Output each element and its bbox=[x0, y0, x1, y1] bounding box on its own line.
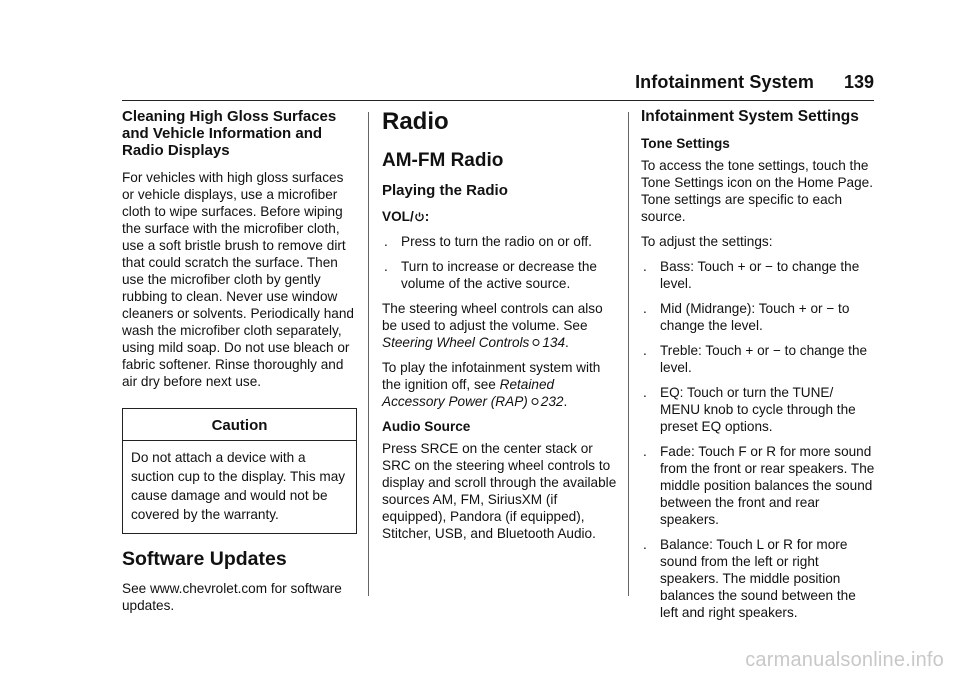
list-item bbox=[641, 443, 876, 528]
am-fm-radio-heading: AM-FM Radio bbox=[382, 150, 504, 171]
caution-body: Do not attach a device with a suction cup to the display. This may cause damage and would not be covered by the warranty. bbox=[131, 450, 346, 522]
tone-intro: To access the tone settings, touch the Tone Settings icon on the Home Page. Tone settings are specific to each source. bbox=[641, 158, 873, 224]
period: . bbox=[565, 335, 569, 350]
list-item bbox=[641, 342, 876, 376]
cleaning-body: For vehicles with high gloss surfaces or vehicle displays, use a microfiber cloth to wipe surfaces. Before wiping the surface with the microfiber cloth, use a soft bristle brush to remove dirt that could scratch the surface. Then use the microfiber cloth by gently rubbing to clean. Never use window cleaners or solvents. Periodically hand wash the microfiber cloth separately, using mild soap. Do not use bleach or fabric softener. Rinse thoroughly and air dry before next use. bbox=[122, 170, 354, 389]
list-item bbox=[641, 536, 876, 621]
column-right bbox=[641, 108, 876, 629]
period: . bbox=[563, 394, 568, 409]
bullet-mark: . bbox=[643, 259, 647, 274]
bullet-text: Treble: Touch + or − to change the level. bbox=[660, 343, 868, 375]
page-reference: 232 bbox=[540, 394, 564, 409]
caution-box bbox=[122, 408, 357, 534]
steering-wheel-paragraph bbox=[382, 300, 617, 351]
list-item bbox=[641, 258, 876, 292]
header-title: Infotainment System bbox=[635, 72, 814, 92]
watermark: carmanualsonline.info bbox=[745, 649, 944, 671]
running-header bbox=[122, 70, 874, 101]
steering-wheel-controls-link[interactable]: Steering Wheel Controls bbox=[382, 335, 530, 350]
list-item bbox=[382, 233, 617, 250]
adjust-intro: To adjust the settings: bbox=[641, 234, 773, 249]
tone-settings-heading: Tone Settings bbox=[641, 136, 730, 151]
radio-heading: Radio bbox=[382, 108, 449, 135]
paragraph-text: The steering wheel controls can also be used to adjust the volume. See bbox=[382, 301, 603, 333]
power-icon bbox=[415, 212, 424, 222]
bullet-text: Bass: Touch + or − to change the level. bbox=[660, 259, 860, 291]
bullet-mark: . bbox=[643, 537, 647, 552]
retained-accessory-power-link[interactable]: Retained Accessory Power (RAP) bbox=[382, 377, 555, 409]
bullet-text: Press to turn the radio on or off. bbox=[401, 234, 592, 249]
bullet-text: Mid (Midrange): Touch + or − to change the level. bbox=[660, 301, 850, 333]
page-reference: 134 bbox=[542, 335, 566, 350]
playing-radio-heading: Playing the Radio bbox=[382, 182, 508, 199]
column-divider bbox=[368, 112, 369, 596]
caution-title: Caution bbox=[123, 409, 356, 441]
bullet-mark: . bbox=[643, 301, 647, 316]
vol-label-text: VOL/ bbox=[382, 209, 414, 224]
software-updates-heading: Software Updates bbox=[122, 548, 287, 570]
bullet-mark: . bbox=[643, 385, 647, 400]
audio-source-body: Press SRCE on the center stack or SRC on the steering wheel controls to display and scroll through the available sources AM, FM, SiriusXM (if equipped), Pandora (if equipped), Stitcher, USB, and Bluetooth Audio. bbox=[382, 441, 617, 541]
bullet-mark: . bbox=[384, 234, 388, 249]
paragraph-text: To play the infotainment system with the ignition off, see bbox=[382, 360, 601, 392]
software-updates-body: See www.chevrolet.com for software updates. bbox=[122, 581, 342, 613]
bullet-mark: . bbox=[643, 444, 647, 459]
bullet-text: EQ: Touch or turn the TUNE/ MENU knob to cycle through the preset EQ options. bbox=[660, 385, 856, 434]
bullet-text: Balance: Touch L or R for more sound from the left or right speakers. The middle position balances the sound between the left and right speakers. bbox=[660, 537, 856, 620]
page-reference-icon bbox=[531, 393, 540, 410]
bullet-mark: . bbox=[384, 259, 388, 274]
page-number: 139 bbox=[843, 72, 874, 92]
list-item bbox=[641, 300, 876, 334]
page-reference-icon bbox=[532, 334, 541, 351]
rap-paragraph bbox=[382, 359, 617, 410]
column-left bbox=[122, 108, 357, 622]
column-middle bbox=[382, 108, 617, 550]
vol-colon: : bbox=[424, 209, 430, 224]
column-divider bbox=[628, 112, 629, 596]
list-item bbox=[641, 384, 876, 435]
audio-source-heading: Audio Source bbox=[382, 419, 471, 434]
cleaning-heading: Cleaning High Gloss Surfaces and Vehicle Information and Radio Displays bbox=[122, 108, 337, 159]
settings-heading: Infotainment System Settings bbox=[641, 108, 859, 125]
vol-knob-label bbox=[382, 208, 617, 225]
bullet-mark: . bbox=[643, 343, 647, 358]
bullet-text: Turn to increase or decrease the volume of the active source. bbox=[401, 259, 597, 291]
bullet-text: Fade: Touch F or R for more sound from the front or rear speakers. The middle position balances the sound between the front and rear speakers. bbox=[660, 444, 875, 527]
list-item bbox=[382, 258, 617, 292]
